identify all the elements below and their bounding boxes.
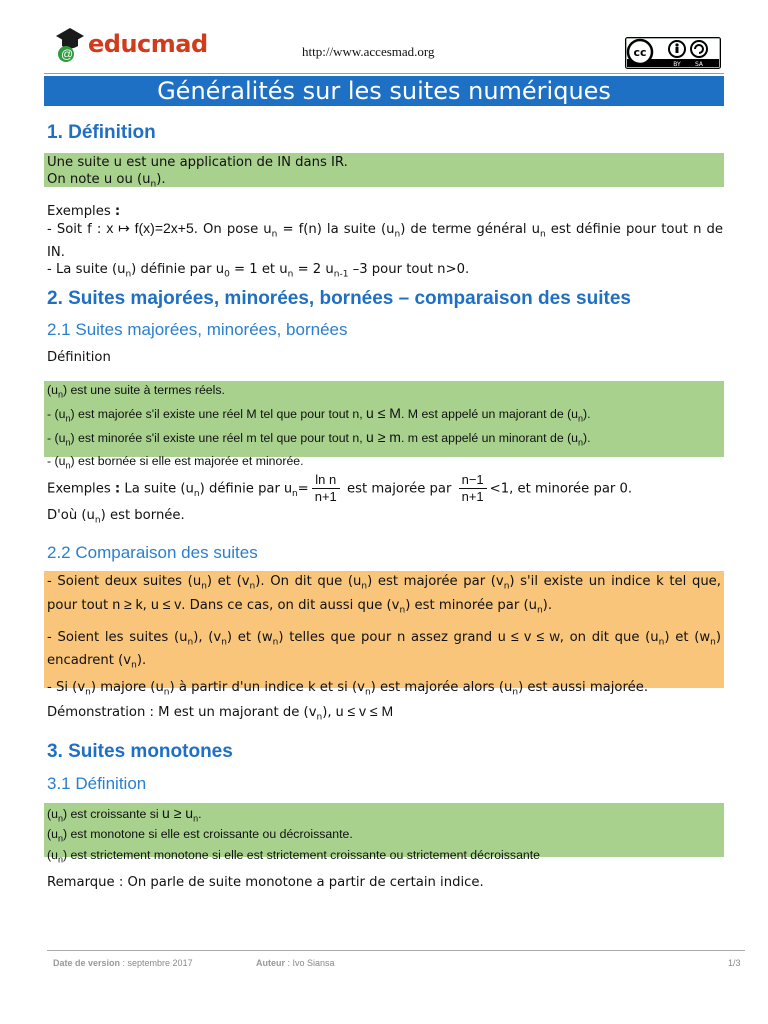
section-2-heading: 2. Suites majorées, minorées, bornées – comparaison des suites [47, 288, 631, 309]
bounds-definition-box [44, 381, 724, 471]
comparison-box [44, 571, 724, 698]
creative-commons-badge-icon [625, 37, 721, 69]
monotone-line: $(u_n)$ est monotone si elle est croissante ou décroissante. [47, 827, 353, 844]
svg-text:BY: BY [673, 61, 681, 68]
site-url[interactable]: http://www.accesmad.org [302, 44, 435, 59]
logo-text: educmad [88, 30, 208, 58]
definition-box [44, 153, 724, 190]
svg-text:cc: cc [633, 46, 647, 59]
monotone-definition-box [44, 803, 724, 865]
comparison-rule-2: - Soient les suites $(u_n)$, $(v_n)$ et $(w_n)$ telles que pour n assez grand u ≤ v ≤ w, on dit que $(u_n)$ et $(w_n)$ encadrent $(v_n)$. [47, 628, 721, 671]
fraction-ln-n: $\frac{\text{ln n}}{n+1}$ [312, 472, 340, 505]
monotone-line: $(u_n)$ est croissante si $u \ge u_n$. [47, 805, 202, 824]
educmad-logo [52, 24, 222, 64]
definition-label: Définition [47, 350, 111, 365]
fraction-n-minus-1: $\frac{n-1}{n+1}$ [459, 472, 487, 505]
subsection-3-1-heading: 3.1 Définition [47, 774, 147, 793]
footer-page-number: 1/3 [728, 958, 741, 968]
footer-date: Date de version : septembre 2017 [53, 958, 193, 968]
monotone-line: $(u_n)$ est strictement monotone si elle est strictement croissante ou strictement décroissante [47, 847, 540, 865]
header-divider [44, 73, 724, 74]
svg-text:@: @ [61, 47, 74, 61]
comparison-rule-1: - Soient deux suites $(u_n)$ et $(v_n)$. On dit que $(u_n)$ est majorée par $(v_n)$ s'il existe un indice k tel que, pour tout n ≥ k, u ≤ v. Dans ce cas, on dit aussi que $(v_n)$ est minorée par $(u_n)$. [47, 574, 721, 616]
demonstration-line: Démonstration : M est un majorant de $(v_n)$, u ≤ v ≤ M [47, 703, 394, 723]
logo-mark-icon [52, 24, 88, 64]
subsection-2-2-heading: 2.2 Comparaison des suites [47, 543, 258, 562]
section-3-heading: 3. Suites monotones [47, 741, 233, 762]
def-line: $(u_n)$ est une suite à termes réels. [47, 383, 225, 400]
examples-block: Exemples : - Soit f : x ↦ f(x)=2x+5. On pose $u_n = f(n)$ la suite $(u_n)$ de terme général $u_n$ est définie pour tout n de IN. - La suite $(u_n)$ définie par $u_0 = 1$ et $u_n = 2$ $u_{n-1}$ –3 pour tout n>0. [47, 204, 723, 280]
remark-line: Remarque : On parle de suite monotone a partir de certain indice. [47, 875, 484, 890]
footer-divider [47, 950, 745, 951]
svg-text:SA: SA [694, 61, 704, 68]
comparison-rule-3: - Si $(v_n)$ majore $(u_n)$ à partir d'un indice k et si $(v_n)$ est majorée alors $(u_n)$ est aussi majorée. [47, 679, 649, 698]
definition-text: Une suite u est une application de IN dans IR. On note u ou $(u_n)$. [47, 155, 348, 190]
section-1-heading: 1. Définition [47, 122, 156, 143]
def-line: - $(u_n)$ est minorée s'il existe une réel m tel que pour tout n, u ≥ m. m est appelé un minorant de $(u_n)$. [47, 428, 591, 448]
document-title: Généralités sur les suites numériques [44, 76, 724, 106]
def-line: - $(u_n)$ est bornée si elle est majorée et minorée. [47, 453, 304, 471]
footer-author: Auteur : Ivo Siansa [256, 958, 335, 968]
bounded-example: Exemples : La suite $(u_n)$ définie par $u_n=$ $\frac{\text{ln n}}{n+1}$ est majorée par $\frac{n-1}{n+1}$ <1, et minorée par 0. D'où $(u_n)$ est bornée. [47, 472, 633, 526]
def-line: - $(u_n)$ est majorée s'il existe une réel M tel que pour tout n, u ≤ M. M est appelé un majorant de $(u_n)$. [47, 404, 591, 424]
subsection-2-1-heading: 2.1 Suites majorées, minorées, bornées [47, 320, 348, 339]
